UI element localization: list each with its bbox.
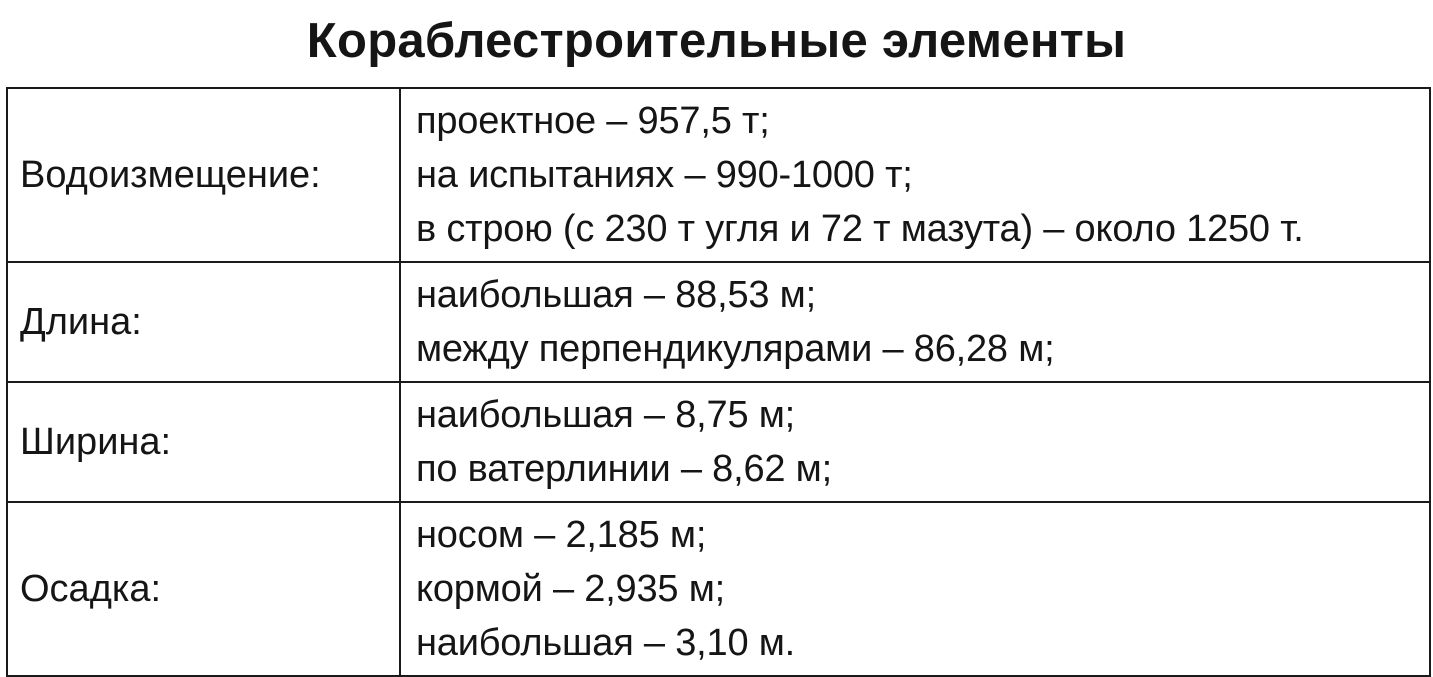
value-line: на испытаниях – 990-1000 т; — [416, 154, 913, 196]
row-values-cell — [400, 382, 1430, 502]
table-row-displacement — [7, 88, 1430, 262]
table-row-length — [7, 262, 1430, 382]
row-label: Водоизмещение: — [20, 154, 321, 196]
value-line: наибольшая – 88,53 м; — [416, 274, 816, 316]
value-line: между перпендикулярами – 86,28 м; — [416, 328, 1055, 370]
row-values-cell — [400, 502, 1430, 676]
row-label-cell — [7, 502, 400, 676]
row-label: Ширина: — [20, 421, 172, 463]
value-line: кормой – 2,935 м; — [416, 568, 725, 610]
table-row-width — [7, 382, 1430, 502]
value-line: по ватерлинии – 8,62 м; — [416, 448, 832, 490]
page-title: Кораблестроительные элементы — [306, 14, 1127, 68]
table-row-draft — [7, 502, 1430, 676]
row-label-cell — [7, 382, 400, 502]
value-line: проектное – 957,5 т; — [416, 100, 770, 142]
row-label-cell — [7, 262, 400, 382]
value-line: наибольшая – 8,75 м; — [416, 394, 796, 436]
row-values-cell — [400, 262, 1430, 382]
value-line: в строю (с 230 т угля и 72 т мазута) – около 1250 т. — [416, 208, 1304, 250]
specifications-table — [6, 87, 1431, 677]
value-line: носом – 2,185 м; — [416, 514, 707, 556]
row-label: Длина: — [20, 301, 142, 343]
row-label-cell — [7, 88, 400, 262]
value-line: наибольшая – 3,10 м. — [416, 622, 796, 664]
row-label: Осадка: — [20, 568, 162, 610]
row-values-cell — [400, 88, 1430, 262]
